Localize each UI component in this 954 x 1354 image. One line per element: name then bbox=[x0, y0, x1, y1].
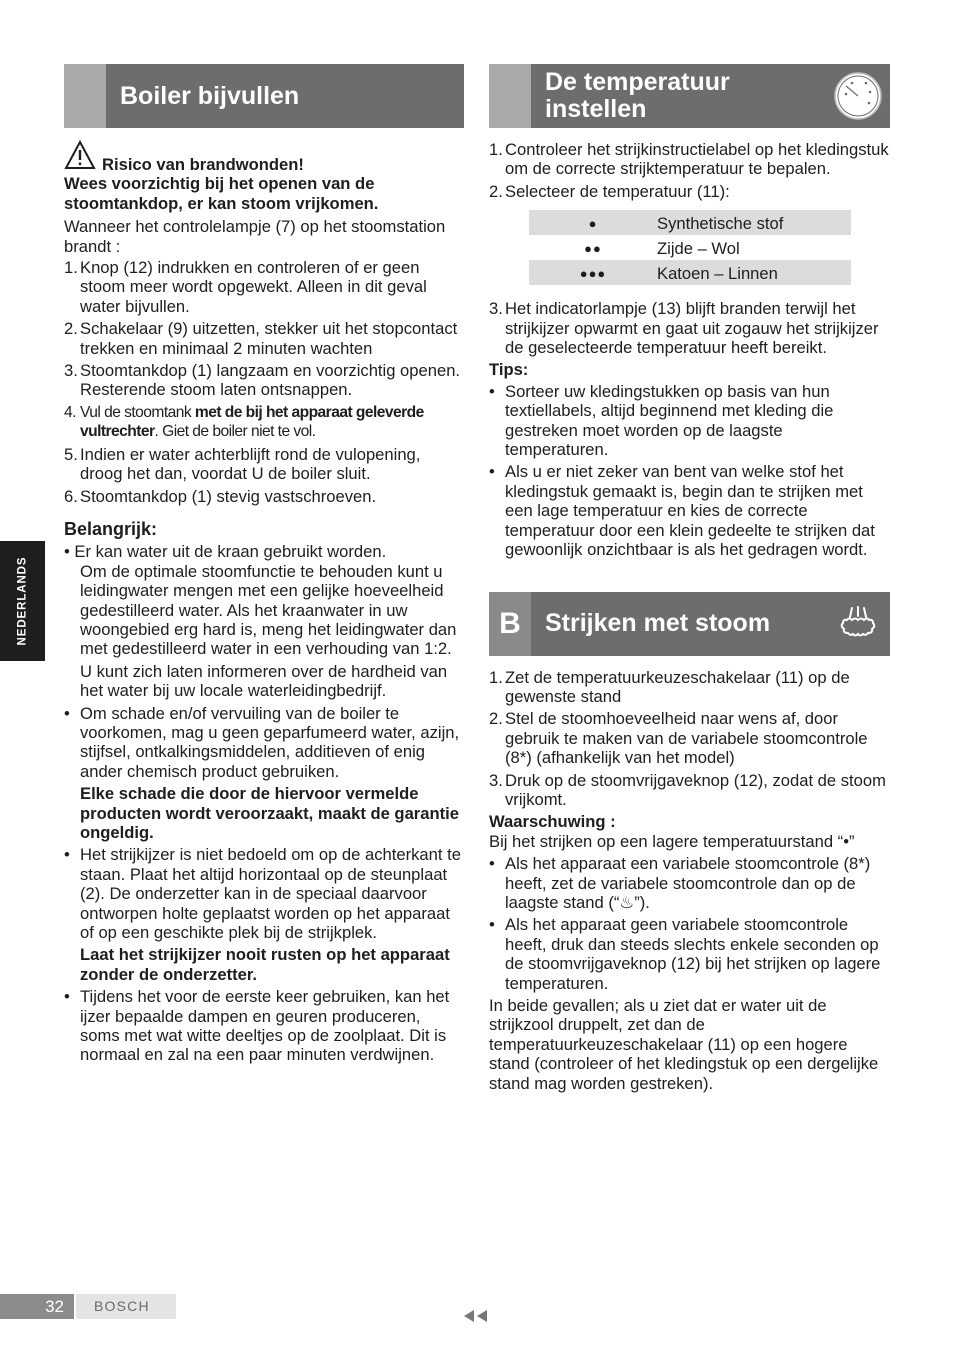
warning-heading bbox=[64, 140, 464, 174]
section-header-tab bbox=[64, 64, 106, 128]
important-paragraph: Om de optimale stoomfunctie te behouden kunt u leidingwater mengen met een gelijke hoeveelheid gedestilleerd water. Als het kraanwater in uw woongebied erg hard is, meng het leidingwater dan met gedestilleerd water in een verhouding van 1:2. bbox=[80, 561, 457, 659]
section-title: Strijken met stoom bbox=[545, 609, 771, 637]
left-column bbox=[64, 64, 464, 1068]
page-number-box bbox=[0, 1294, 74, 1319]
list-item: 1. Controleer het strijkinstructielabel op het kledingstuk om de correcte strijktemperatuur te bepalen. bbox=[489, 140, 889, 179]
section-title: De temperatuur instellen bbox=[545, 68, 730, 123]
fabric-label: Katoen – Linnen bbox=[657, 260, 851, 285]
list-item: • Als het apparaat geen variabele stoomcontrole heeft, druk dan steeds slechts enkele seconden op de stoomvrijgaveknop (12) bij het strijken op lagere temperaturen. bbox=[489, 915, 881, 993]
list-item: 5. Indien er water achterblijft rond de vulopening, droog het dan, voordat U de boiler sluit. bbox=[64, 444, 421, 484]
section-header-steam bbox=[489, 592, 890, 656]
tips-list bbox=[489, 382, 890, 560]
list-item: • Sorteer uw kledingstukken op basis van hun textiellabels, altijd beginnend met kleding die gestreken moet worden op de laagste temperaturen. bbox=[489, 381, 834, 460]
intro-text: Wanneer het controlelampje (7) op het stoomstation brandt : bbox=[64, 217, 446, 256]
tips-heading: Tips: bbox=[489, 360, 529, 380]
list-item: • Het strijkijzer is niet bedoeld om op de achterkant te staan. Plaat het altijd horizontaal op de steunplaat (2). De onderzetter kan in de speciaal daarvoor ontworpen holte geplaatst worden op het apparaat of op een geschikte plek bij de strijkplek. Laat het strijkijzer nooit rusten op het apparaat zonder de onderzetter. bbox=[64, 845, 461, 984]
important-first-line: • Er kan water uit de kraan gebruikt worden. bbox=[64, 542, 387, 562]
temperature-dots: ● bbox=[529, 210, 657, 235]
brand-label: BOSCH bbox=[76, 1294, 176, 1319]
steam-icon bbox=[826, 592, 890, 656]
important-heading: Belangrijk: bbox=[64, 518, 158, 539]
important-paragraph: U kunt zich laten informeren over de hardheid van het water bij uw locale waterleidingbedrijf. bbox=[80, 661, 448, 701]
refill-steps bbox=[64, 258, 464, 506]
section-header-temperature bbox=[489, 64, 890, 128]
previous-page-arrows-icon[interactable] bbox=[463, 1308, 489, 1327]
language-label: NEDERLANDS bbox=[15, 556, 28, 646]
list-item: 2. Selecteer de temperatuur (11): bbox=[489, 181, 730, 201]
steam-steps bbox=[489, 668, 890, 810]
warning-title: Risico van brandwonden! bbox=[102, 155, 304, 174]
important-bullets bbox=[64, 704, 464, 1065]
list-item: • Als u er niet zeker van bent van welke stof het kledingstuk gemaakt is, begin dan te strijken met een lage temperatuur en kies de correcte temperatuur door een klein gedeelte te strijken dat gewoonlijk onzichtbaar is als het gedragen wordt. bbox=[489, 462, 875, 560]
list-item: 2. Stel de stoomhoeveelheid naar wens af, door gebruik te maken van de variabele stoomcontrole (8*) (afhankelijk van het model) bbox=[489, 709, 868, 768]
page-number: 32 bbox=[45, 1296, 64, 1316]
list-item: 3. Het indicatorlampje (13) blijft branden terwijl het strijkijzer opwarmt en gaat uit zogauw het strijkijzer de geselecteerde temperatuur heeft bereikt. bbox=[489, 299, 879, 358]
right-column bbox=[489, 64, 890, 1093]
warning-bullets bbox=[489, 854, 890, 993]
closing-paragraph: In beide gevallen; als u ziet dat er water uit de strijkzool druppelt, zet dan de temperatuurkeuzeschakelaar (11) op een hogere stand (controleer of het kledingstuk op een dergelijke stand mag worden gestreken). bbox=[489, 996, 879, 1093]
temperature-step-3 bbox=[489, 299, 890, 357]
section-header-boiler bbox=[64, 64, 464, 128]
section-header-tab bbox=[489, 64, 531, 128]
language-side-tab bbox=[0, 541, 45, 661]
warning-text: Wees voorzichtig bij het openen van de stoomtankdop, er kan stoom vrijkomen. bbox=[64, 174, 379, 213]
list-item: 3. Stoomtankdop (1) langzaam en voorzichtig openen. Resterende stoom laten ontsnappen. bbox=[64, 361, 461, 400]
list-item: • Als het apparaat een variabele stoomcontrole (8*) heeft, zet de variabele stoomcontrole dan op de laagste stand (“♨”). bbox=[489, 854, 871, 912]
warning-triangle-icon bbox=[64, 140, 102, 174]
table-row bbox=[529, 210, 851, 235]
list-item: 6. Stoomtankdop (1) stevig vastschroeven. bbox=[64, 486, 377, 506]
section-title: Boiler bijvullen bbox=[120, 81, 300, 110]
list-item: • Tijdens het voor de eerste keer gebruiken, kan het ijzer bepaalde dampen en geuren produceren, soms met wat witte deeltjes op de zoolplaat. Dit is normaal en zal na een paar minuten verdwijnen. bbox=[64, 987, 450, 1065]
list-item: 1. Zet de temperatuurkeuzeschakelaar (11) op de gewenste stand bbox=[489, 667, 850, 706]
temperature-steps bbox=[489, 140, 890, 201]
table-row bbox=[529, 260, 851, 285]
section-letter: B bbox=[489, 592, 531, 656]
list-item: 1. Knop (12) indrukken en controleren of er geen stoom meer wordt opgewekt. Alleen in dit geval water bijvullen. bbox=[64, 258, 427, 316]
list-item: 2. Schakelaar (9) uitzetten, stekker uit het stopcontact trekken en minimaal 2 minuten wachten bbox=[64, 319, 458, 358]
fabric-label: Zijde – Wol bbox=[657, 238, 740, 258]
list-item: 3. Druk op de stoomvrijgaveknop (12), zodat de stoom vrijkomt. bbox=[489, 770, 886, 809]
fabric-label: Synthetische stof bbox=[657, 210, 851, 235]
temperature-table bbox=[529, 210, 851, 285]
warning-text: Bij het strijken op een lagere temperatuurstand “•” bbox=[489, 831, 855, 851]
list-item: • Om schade en/of vervuiling van de boiler te voorkomen, mag u geen geparfumeerd water, azijn, stijfsel, ontkalkingsmiddelen, additieven of enig ander chemisch product gebruiken. Elke schade die door de hiervoor vermelde producten wordt veroorzaakt, maakt de garantie ongeldig. bbox=[64, 703, 460, 842]
warning-heading: Waarschuwing : bbox=[489, 812, 616, 832]
table-row bbox=[529, 235, 851, 260]
temperature-dial-icon bbox=[826, 64, 890, 128]
temperature-dots: ●● bbox=[584, 240, 602, 256]
list-item: 4. Vul de stoomtank met de bij het apparaat geleverde vultrechter. Giet de boiler niet te vol. bbox=[64, 403, 424, 441]
temperature-dots: ●●● bbox=[529, 260, 657, 285]
